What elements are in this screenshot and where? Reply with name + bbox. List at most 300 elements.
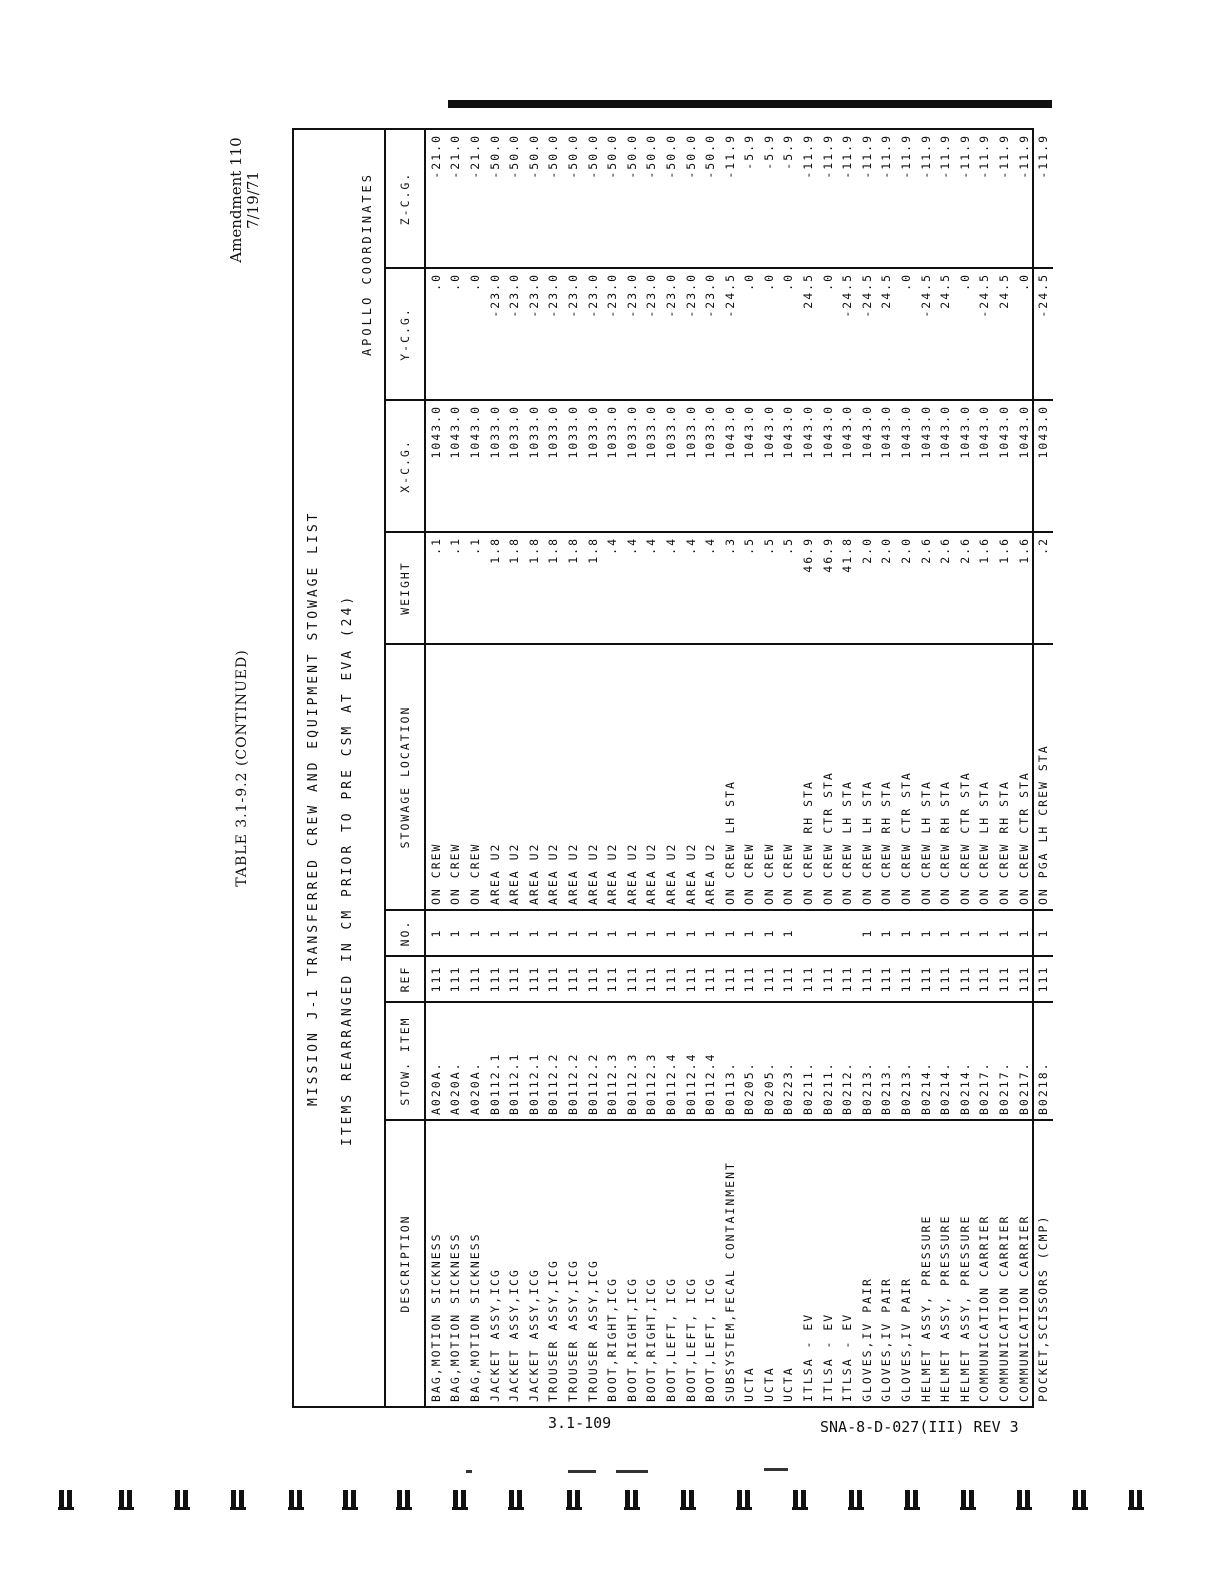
row-location: AREA U2 (544, 644, 564, 910)
row-ref: 111 (759, 956, 779, 1002)
row-weight: 1.8 (544, 532, 564, 644)
row-no: 1 (485, 910, 505, 956)
row-location: ON CREW CTR STA (896, 644, 916, 910)
row-xcg: 1043.0 (877, 400, 897, 532)
row-xcg: 1043.0 (425, 400, 446, 532)
row-zcg: -11.9 (916, 130, 936, 268)
row-stow-item: B0213. (857, 1002, 877, 1120)
row-description: HELMET ASSY, PRESSURE (957, 1214, 972, 1402)
row-xcg: 1043.0 (740, 400, 760, 532)
row-ycg: .0 (1014, 268, 1034, 400)
row-ref: 111 (524, 956, 544, 1002)
row-location: ON PGA LH CREW STA (1033, 644, 1053, 910)
row-zcg: -21.0 (465, 130, 485, 268)
row-ycg: .0 (465, 268, 485, 400)
row-xcg: 1033.0 (642, 400, 662, 532)
row-xcg: 1033.0 (700, 400, 720, 532)
edge-mark (566, 1490, 582, 1510)
row-ref: 111 (877, 956, 897, 1002)
row-ycg: .0 (425, 268, 446, 400)
row-weight: .4 (661, 532, 681, 644)
row-location: AREA U2 (642, 644, 662, 910)
row-no: 1 (661, 910, 681, 956)
edge-mark (736, 1490, 752, 1510)
table-row (798, 130, 818, 1406)
row-no (798, 910, 818, 956)
row-location: ON CREW RH STA (935, 644, 955, 910)
row-ycg: .0 (779, 268, 799, 400)
row-no: 1 (759, 910, 779, 956)
row-weight: .1 (465, 532, 485, 644)
table-row (446, 130, 466, 1406)
row-xcg: 1033.0 (504, 400, 524, 532)
table-row (955, 130, 975, 1406)
row-xcg: 1043.0 (818, 400, 838, 532)
row-ref: 111 (740, 956, 760, 1002)
edge-mark (230, 1490, 246, 1510)
row-stow-item: B0213. (896, 1002, 916, 1120)
row-ycg: .0 (896, 268, 916, 400)
amendment-date: 7/19/71 (244, 171, 262, 229)
row-no: 1 (955, 910, 975, 956)
row-xcg: 1043.0 (465, 400, 485, 532)
row-location: ON CREW LH STA (857, 644, 877, 910)
row-location: AREA U2 (602, 644, 622, 910)
row-location: AREA U2 (681, 644, 701, 910)
row-ycg: -23.0 (700, 268, 720, 400)
row-xcg: 1043.0 (994, 400, 1014, 532)
col-location: STOWAGE LOCATION (386, 644, 425, 910)
row-xcg: 1033.0 (661, 400, 681, 532)
row-zcg: -11.9 (994, 130, 1014, 268)
row-no (837, 910, 857, 956)
edge-mark (58, 1490, 74, 1510)
row-description: COMMUNICATION CARRIER (977, 1214, 992, 1402)
row-weight: 2.6 (916, 532, 936, 644)
coordinates-group-label: APOLLO COORDINATES (360, 172, 374, 357)
row-description: UCTA (742, 1366, 757, 1402)
table-frame (292, 128, 1051, 1408)
row-xcg: 1043.0 (446, 400, 466, 532)
row-description: TROUSER ASSY,ICG (546, 1259, 561, 1402)
edge-mark (342, 1490, 358, 1510)
row-ycg: .0 (955, 268, 975, 400)
row-weight: 2.0 (877, 532, 897, 644)
row-no: 1 (563, 910, 583, 956)
row-weight: 1.8 (504, 532, 524, 644)
row-ref: 111 (465, 956, 485, 1002)
row-description: BOOT,LEFT, ICG (683, 1277, 698, 1402)
row-zcg: -11.9 (798, 130, 818, 268)
row-weight: 46.9 (798, 532, 818, 644)
row-weight: 1.6 (975, 532, 995, 644)
edge-mark (452, 1490, 468, 1510)
row-weight: .5 (779, 532, 799, 644)
row-no: 1 (857, 910, 877, 956)
table-row (916, 130, 936, 1406)
row-ycg: -24.5 (857, 268, 877, 400)
row-description: JACKET ASSY,ICG (507, 1268, 522, 1402)
row-xcg: 1033.0 (681, 400, 701, 532)
row-stow-item: B0212. (837, 1002, 857, 1120)
row-zcg: -11.9 (857, 130, 877, 268)
row-no: 1 (465, 910, 485, 956)
row-ycg: -23.0 (602, 268, 622, 400)
row-ref: 111 (642, 956, 662, 1002)
row-ycg: -23.0 (563, 268, 583, 400)
row-zcg: -11.9 (818, 130, 838, 268)
row-ycg: -23.0 (681, 268, 701, 400)
edge-mark (1016, 1490, 1032, 1510)
row-stow-item: B0112.4 (681, 1002, 701, 1120)
row-ycg: 24.5 (935, 268, 955, 400)
row-location: ON CREW LH STA (916, 644, 936, 910)
table-row (485, 130, 505, 1406)
row-ref: 111 (955, 956, 975, 1002)
row-stow-item: B0112.3 (642, 1002, 662, 1120)
row-no: 1 (1033, 910, 1053, 956)
edge-mark (792, 1490, 808, 1510)
table-row (857, 130, 877, 1406)
row-weight: 2.0 (857, 532, 877, 644)
edge-mark (174, 1490, 190, 1510)
scan-dash (764, 1468, 788, 1471)
row-ycg: -23.0 (622, 268, 642, 400)
row-ref: 111 (602, 956, 622, 1002)
row-zcg: -11.9 (896, 130, 916, 268)
row-zcg: -50.0 (700, 130, 720, 268)
row-weight: 1.8 (583, 532, 603, 644)
row-no: 1 (720, 910, 740, 956)
row-ref: 111 (1014, 956, 1034, 1002)
row-description: UCTA (781, 1366, 796, 1402)
col-zcg: Z-C.G. (386, 130, 425, 268)
row-stow-item: A020A. (446, 1002, 466, 1120)
row-xcg: 1043.0 (896, 400, 916, 532)
row-ref: 111 (837, 956, 857, 1002)
row-description: COMMUNICATION CARRIER (1016, 1214, 1031, 1402)
row-description: BAG,MOTION SICKNESS (467, 1232, 482, 1402)
scan-dash (616, 1470, 648, 1473)
edge-mark (118, 1490, 134, 1510)
row-zcg: -50.0 (524, 130, 544, 268)
row-zcg: -11.9 (1014, 130, 1034, 268)
table-row (661, 130, 681, 1406)
row-zcg: -11.9 (877, 130, 897, 268)
row-ycg: -24.5 (975, 268, 995, 400)
table-row (642, 130, 662, 1406)
row-weight: 1.8 (485, 532, 505, 644)
row-stow-item: B0112.4 (661, 1002, 681, 1120)
row-zcg: -11.9 (955, 130, 975, 268)
row-ref: 111 (1033, 956, 1053, 1002)
row-ref: 111 (935, 956, 955, 1002)
row-description: TROUSER ASSY,ICG (565, 1259, 580, 1402)
row-location: ON CREW LH STA (975, 644, 995, 910)
table-row (602, 130, 622, 1406)
col-no: NO. (386, 910, 425, 956)
row-zcg: -21.0 (446, 130, 466, 268)
edge-mark (288, 1490, 304, 1510)
scan-dash (568, 1470, 596, 1473)
table-header-block (294, 130, 386, 1406)
row-xcg: 1043.0 (837, 400, 857, 532)
edge-mark (848, 1490, 864, 1510)
row-zcg: -21.0 (425, 130, 446, 268)
table-title: MISSION J-1 TRANSFERRED CREW AND EQUIPMENT STOWAGE LIST (306, 510, 321, 1106)
row-ref: 111 (504, 956, 524, 1002)
row-ref: 111 (563, 956, 583, 1002)
row-ycg: 24.5 (994, 268, 1014, 400)
row-stow-item: B0112.2 (544, 1002, 564, 1120)
row-ref: 111 (446, 956, 466, 1002)
row-ycg: -23.0 (544, 268, 564, 400)
table-row (935, 130, 955, 1406)
scan-edge-marks (52, 1490, 1152, 1518)
edge-mark (960, 1490, 976, 1510)
row-description: UCTA (761, 1366, 776, 1402)
row-stow-item: B0112.1 (485, 1002, 505, 1120)
row-no: 1 (446, 910, 466, 956)
row-weight: 1.8 (524, 532, 544, 644)
row-description: BOOT,RIGHT,ICG (624, 1277, 639, 1402)
row-no: 1 (740, 910, 760, 956)
table-row (818, 130, 838, 1406)
edge-mark (624, 1490, 640, 1510)
row-location: AREA U2 (583, 644, 603, 910)
row-zcg: -50.0 (622, 130, 642, 268)
row-no: 1 (681, 910, 701, 956)
row-no: 1 (994, 910, 1014, 956)
row-description: BAG,MOTION SICKNESS (448, 1232, 463, 1402)
table-row (524, 130, 544, 1406)
row-zcg: -50.0 (504, 130, 524, 268)
row-description: BAG,MOTION SICKNESS (428, 1232, 443, 1402)
table-row (837, 130, 857, 1406)
row-xcg: 1043.0 (1014, 400, 1034, 532)
row-weight: .4 (642, 532, 662, 644)
amendment-number: Amendment 110 (227, 137, 245, 263)
row-weight: .4 (681, 532, 701, 644)
row-ref: 111 (425, 956, 446, 1002)
row-description: BOOT,LEFT, ICG (703, 1277, 718, 1402)
edge-mark (904, 1490, 920, 1510)
row-xcg: 1043.0 (955, 400, 975, 532)
row-ref: 111 (975, 956, 995, 1002)
row-xcg: 1033.0 (622, 400, 642, 532)
row-stow-item: B0112.2 (563, 1002, 583, 1120)
table-row (681, 130, 701, 1406)
stowage-table (386, 130, 1053, 1406)
table-row (1033, 130, 1053, 1406)
row-location: ON CREW CTR STA (818, 644, 838, 910)
row-weight: .4 (700, 532, 720, 644)
row-zcg: -5.9 (779, 130, 799, 268)
row-no (818, 910, 838, 956)
row-no: 1 (975, 910, 995, 956)
row-stow-item: A020A. (465, 1002, 485, 1120)
row-zcg: -50.0 (544, 130, 564, 268)
row-no: 1 (935, 910, 955, 956)
row-ref: 111 (896, 956, 916, 1002)
row-weight: 2.0 (896, 532, 916, 644)
row-description: HELMET ASSY, PRESSURE (918, 1214, 933, 1402)
row-location: ON CREW (779, 644, 799, 910)
row-ref: 111 (681, 956, 701, 1002)
row-description: BOOT,RIGHT,ICG (605, 1277, 620, 1402)
row-ycg: -23.0 (661, 268, 681, 400)
edge-mark (1072, 1490, 1088, 1510)
row-stow-item: A020A. (425, 1002, 446, 1120)
row-xcg: 1043.0 (720, 400, 740, 532)
row-ycg: 24.5 (877, 268, 897, 400)
row-weight: .1 (425, 532, 446, 644)
row-no: 1 (583, 910, 603, 956)
row-zcg: -50.0 (661, 130, 681, 268)
row-zcg: -5.9 (740, 130, 760, 268)
row-xcg: 1043.0 (857, 400, 877, 532)
table-row (544, 130, 564, 1406)
row-weight: .4 (622, 532, 642, 644)
row-description: POCKET,SCISSORS (CMP) (1036, 1214, 1051, 1402)
row-ycg: -24.5 (837, 268, 857, 400)
row-location: AREA U2 (661, 644, 681, 910)
row-stow-item: B0218. (1033, 1002, 1053, 1120)
table-row (504, 130, 524, 1406)
row-no: 1 (896, 910, 916, 956)
row-description: ITLSA - EV (840, 1312, 855, 1402)
row-zcg: -50.0 (485, 130, 505, 268)
row-xcg: 1043.0 (1033, 400, 1053, 532)
row-no: 1 (602, 910, 622, 956)
row-ref: 111 (622, 956, 642, 1002)
row-location: AREA U2 (485, 644, 505, 910)
row-ycg: -24.5 (916, 268, 936, 400)
row-ycg: .0 (759, 268, 779, 400)
table-row (877, 130, 897, 1406)
row-ycg: .0 (740, 268, 760, 400)
row-stow-item: B0217. (975, 1002, 995, 1120)
row-xcg: 1033.0 (544, 400, 564, 532)
row-zcg: -11.9 (1033, 130, 1053, 268)
row-ycg: -24.5 (720, 268, 740, 400)
row-zcg: -50.0 (642, 130, 662, 268)
col-xcg: X-C.G. (386, 400, 425, 532)
row-xcg: 1033.0 (602, 400, 622, 532)
row-location: ON CREW CTR STA (955, 644, 975, 910)
table-row (425, 130, 446, 1406)
row-ycg: -24.5 (1033, 268, 1053, 400)
row-no: 1 (916, 910, 936, 956)
table-row (740, 130, 760, 1406)
row-weight: 41.8 (837, 532, 857, 644)
row-stow-item: B0217. (1014, 1002, 1034, 1120)
row-stow-item: B0205. (759, 1002, 779, 1120)
row-weight: 1.8 (563, 532, 583, 644)
row-no: 1 (425, 910, 446, 956)
row-location: ON CREW RH STA (994, 644, 1014, 910)
table-row (622, 130, 642, 1406)
row-description: ITLSA - EV (820, 1312, 835, 1402)
row-location: ON CREW RH STA (877, 644, 897, 910)
row-stow-item: B0214. (955, 1002, 975, 1120)
row-zcg: -50.0 (681, 130, 701, 268)
row-weight: .1 (446, 532, 466, 644)
row-weight: 1.6 (994, 532, 1014, 644)
row-ycg: .0 (818, 268, 838, 400)
row-zcg: -5.9 (759, 130, 779, 268)
row-description: ITLSA - EV (801, 1312, 816, 1402)
col-description: DESCRIPTION (386, 1120, 425, 1406)
row-description: GLOVES,IV PAIR (859, 1277, 874, 1402)
row-xcg: 1043.0 (935, 400, 955, 532)
row-no: 1 (504, 910, 524, 956)
col-weight: WEIGHT (386, 532, 425, 644)
row-zcg: -50.0 (583, 130, 603, 268)
row-stow-item: B0211. (798, 1002, 818, 1120)
row-xcg: 1033.0 (583, 400, 603, 532)
row-weight: .4 (602, 532, 622, 644)
row-location: ON CREW LH STA (720, 644, 740, 910)
row-ref: 111 (798, 956, 818, 1002)
table-row (1014, 130, 1034, 1406)
edge-mark (396, 1490, 412, 1510)
row-ycg: 24.5 (798, 268, 818, 400)
row-description: BOOT,LEFT, ICG (663, 1277, 678, 1402)
revision-bar (448, 100, 1052, 108)
row-ref: 111 (720, 956, 740, 1002)
row-location: ON CREW (740, 644, 760, 910)
row-description: TROUSER ASSY,ICG (585, 1259, 600, 1402)
row-location: ON CREW (465, 644, 485, 910)
table-row (563, 130, 583, 1406)
row-location: AREA U2 (524, 644, 544, 910)
col-ref: REF (386, 956, 425, 1002)
row-ref: 111 (818, 956, 838, 1002)
row-no: 1 (779, 910, 799, 956)
row-ref: 111 (779, 956, 799, 1002)
row-zcg: -11.9 (720, 130, 740, 268)
row-stow-item: B0112.3 (622, 1002, 642, 1120)
scan-dash (466, 1470, 472, 1473)
row-zcg: -11.9 (975, 130, 995, 268)
row-ref: 111 (544, 956, 564, 1002)
row-stow-item: B0112.2 (583, 1002, 603, 1120)
row-ref: 111 (583, 956, 603, 1002)
edge-mark (680, 1490, 696, 1510)
row-stow-item: B0113. (720, 1002, 740, 1120)
table-row (720, 130, 740, 1406)
row-no: 1 (700, 910, 720, 956)
row-ref: 111 (916, 956, 936, 1002)
row-description: JACKET ASSY,ICG (487, 1268, 502, 1402)
row-description: SUBSYSTEM,FECAL CONTAINMENT (722, 1161, 737, 1402)
row-stow-item: B0214. (916, 1002, 936, 1120)
table-row (583, 130, 603, 1406)
row-stow-item: B0211. (818, 1002, 838, 1120)
row-no: 1 (1014, 910, 1034, 956)
row-stow-item: B0205. (740, 1002, 760, 1120)
row-location: ON CREW (425, 644, 446, 910)
row-ycg: -23.0 (642, 268, 662, 400)
row-stow-item: B0112.3 (602, 1002, 622, 1120)
row-no: 1 (877, 910, 897, 956)
row-location: AREA U2 (622, 644, 642, 910)
row-location: ON CREW CTR STA (1014, 644, 1034, 910)
row-xcg: 1043.0 (779, 400, 799, 532)
row-location: ON CREW (759, 644, 779, 910)
row-zcg: -11.9 (935, 130, 955, 268)
